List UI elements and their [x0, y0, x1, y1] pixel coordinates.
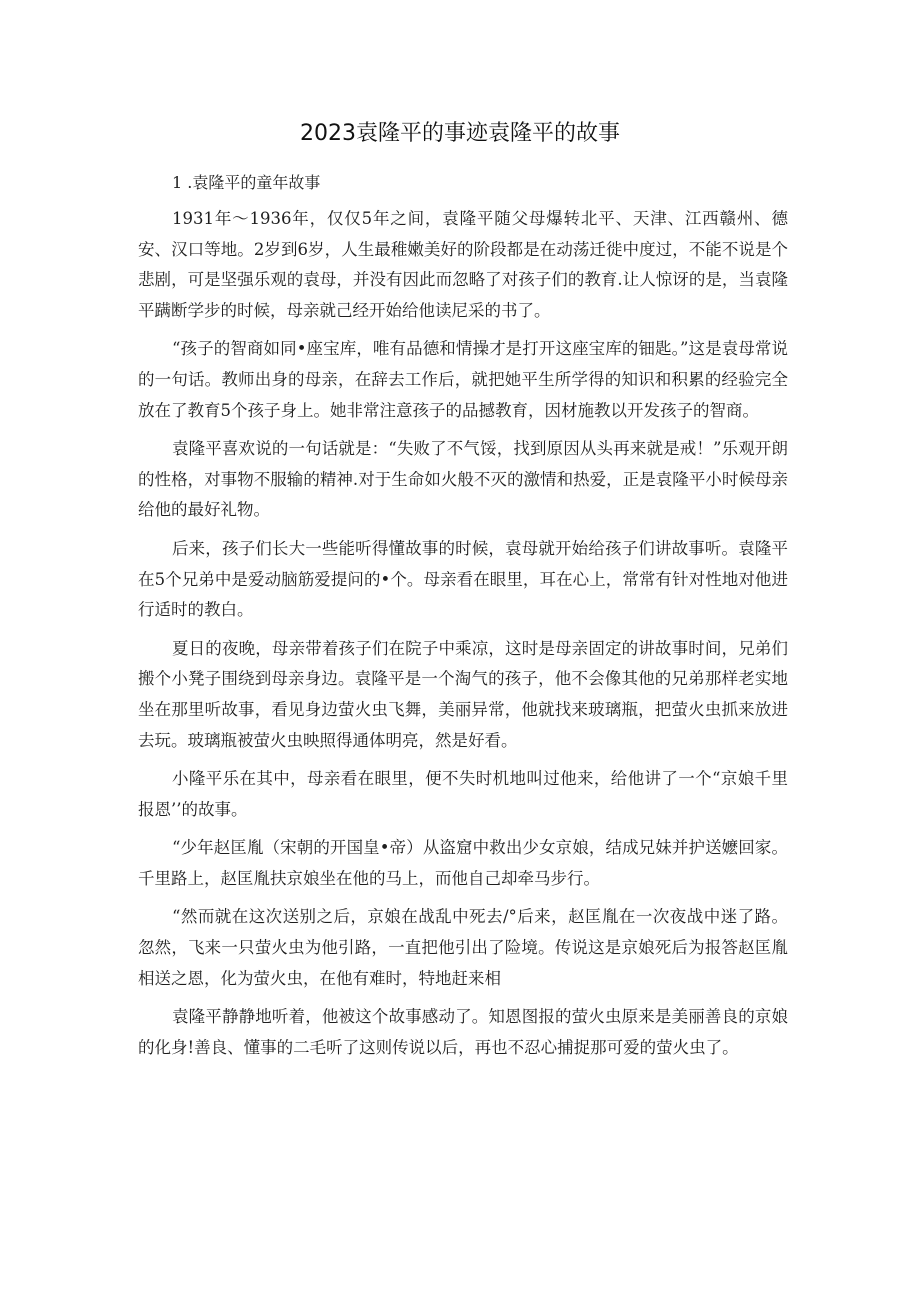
paragraph: 袁隆平喜欢说的一句话就是：“失败了不气馁，找到原因从头再来就是戒！”乐观开朗的性格，对事物不服输的精神.对于生命如火般不灭的激情和热爱，正是袁隆平小时候母亲给他的最好礼物。 [138, 439, 788, 520]
paragraph: 袁隆平静静地听着，他被这个故事感动了。知恩图报的萤火虫原来是美丽善良的京娘的化身!善良、懂事的二毛听了这则传说以后，再也不忍心捕捉那可爱的萤火虫了。 [138, 1007, 788, 1057]
paragraph: “孩子的智商如同•座宝库，唯有品德和情操才是打开这座宝库的钿匙。”这是袁母常说的一句话。教师出身的母亲，在辞去工作后，就把她平生所学得的知识和积累的经验完全放在了教育5个孩子身上。她非常注意孩子的品撼教育，因材施教以开发孩子的智商。 [138, 339, 788, 420]
document-title: 2023袁隆平的事迹袁隆平的故事 [300, 121, 620, 146]
section-heading: 1 .袁隆平的童年故事 [172, 173, 321, 192]
paragraph: 夏日的夜晚，母亲带着孩子们在院子中乘凉，这时是母亲固定的讲故事时间，兄弟们搬个小凳子围绕到母亲身边。袁隆平是一个淘气的孩子，他不会像其他的兄弟那样老实地坐在那里听故事，看见身边萤火虫飞舞，美丽异常，他就找来玻璃瓶，把萤火虫抓来放进去玩。玻璃瓶被萤火虫映照得通体明亮，然是好看。 [138, 638, 788, 750]
paragraph: 后来，孩子们长大一些能听得懂故事的时候，袁母就开始给孩子们讲故事听。袁隆平在5个兄弟中是爱动脑筋爱提问的•个。母亲看在眼里，耳在心上，常常有针对性地对他进行适时的教白。 [138, 538, 788, 620]
paragraph: “少年赵匡胤（宋朝的开国皇•帝）从盗窟中救出少女京娘，结成兄妹并护送嬷回家。千里路上，赵匡胤扶京娘坐在他的马上，而他自己却牵马步行。 [138, 838, 788, 888]
paragraph: 小隆平乐在其中，母亲看在眼里，便不失时机地叫过他来，给他讲了一个“京娘千里报恩’’的故事。 [138, 769, 788, 819]
paragraph: 1931年～1936年，仅仅5年之间，袁隆平随父母爆转北平、天津、江西赣州、德安、汉口等地。2岁到6岁，人生最稚嫩美好的阶段都是在动荡迁徙中度过，不能不说是个悲剧，可是坚强乐观的袁母，并没有因此而忽略了对孩子们的教育.让人惊讶的是，当袁隆平蹒断学步的时候，母亲就己经开始给他读尼采的书了。 [138, 209, 788, 320]
paragraph: “然而就在这次送别之后，京娘在战乱中死去/°后来，赵匡胤在一次夜战中迷了路。忽然，飞来一只萤火虫为他引路，一直把他引出了险境。传说这是京娘死后为报答赵匡胤相送之恩，化为萤火虫，在他有难时，特地赶来相 [138, 907, 788, 988]
document-body [138, 204, 788, 1071]
